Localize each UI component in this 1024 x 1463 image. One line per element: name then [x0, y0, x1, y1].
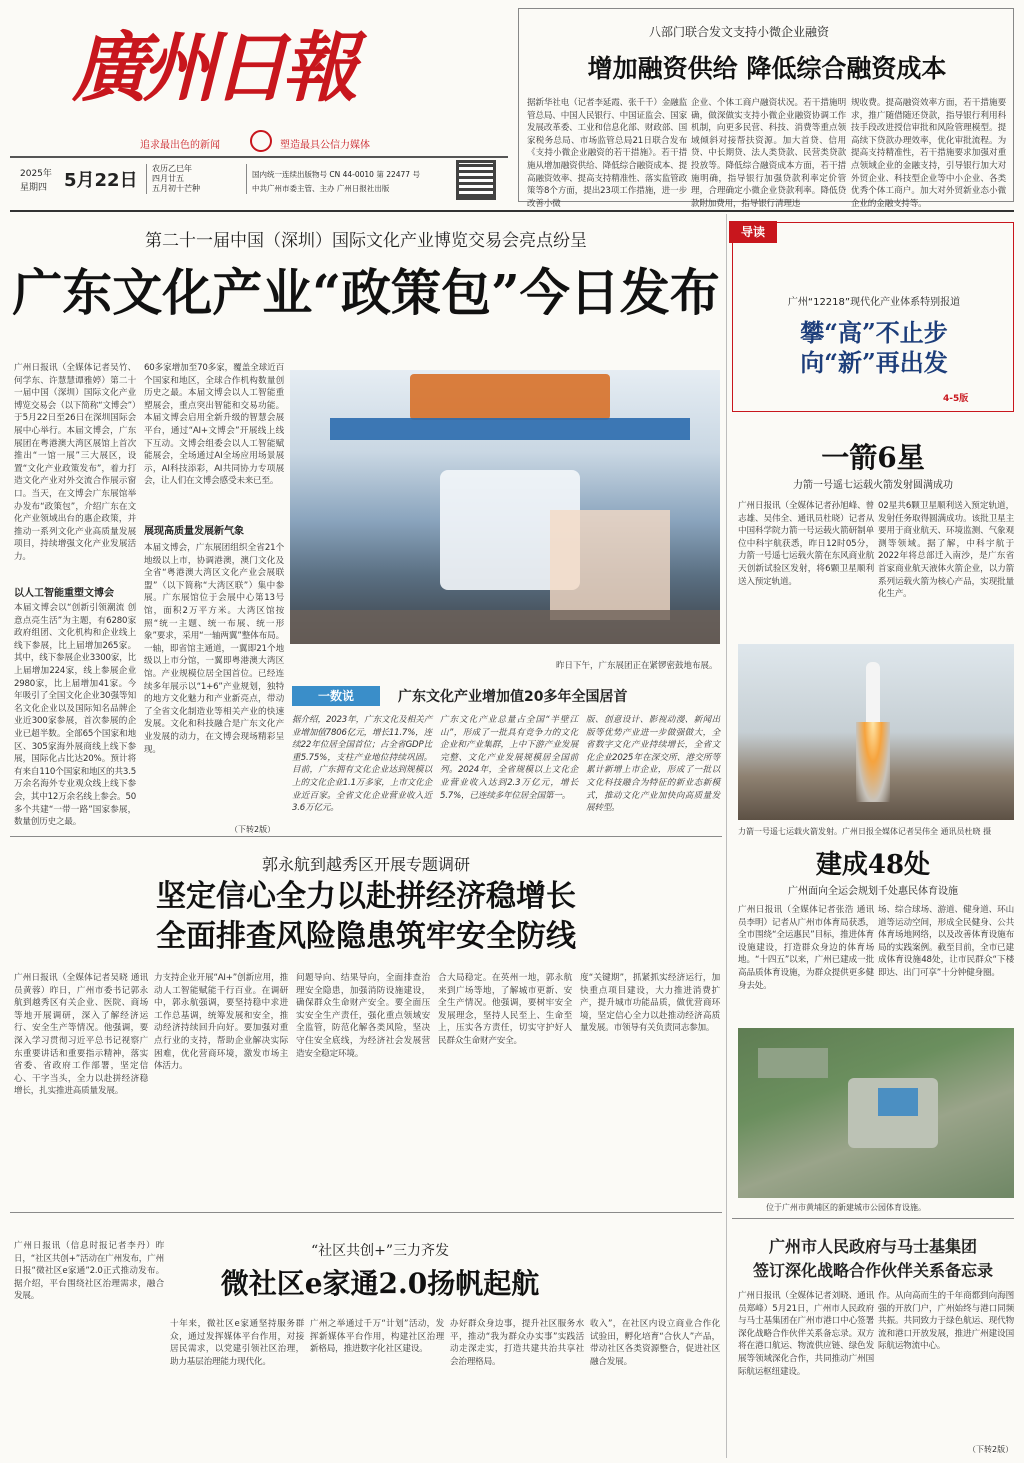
stat-tag: 一数说	[292, 686, 380, 706]
issue-date: 5月22日	[64, 170, 138, 191]
cooperation-col2: 作。从向高而生的千年商都到向海图强的开放门户，广州始终与港口同频共振。共同致力于绿色航运、现代物流和港口开放发展，推进广州建设国际航运物流中心。	[878, 1291, 1014, 1352]
venue-title: 建成48处	[815, 850, 931, 880]
top-story-kicker: 八部门联合发文支持小微企业融资	[649, 25, 830, 39]
community-col2: 十年来，微社区e家通坚持服务群众，通过发挥媒体平台作用，对接居民需求，以党建引领社区治理，助力基层治理能力现代化。	[170, 1319, 304, 1367]
top-story-col1: 据新华社电（记者李延霞、张千千）金融监管总局、中国人民银行、中国证监会、国家发展改革委、工业和信息化部、财政部、国家税务总局、市场监管总局21日联合发布《支持小微企业融资的若干措施》。若干措施从增加融资供给、降低综合融资成本、提高融资效率、提高支持精准性、落实监管政策等8个方面，提出23项工作措施，进一步改善小微	[527, 98, 687, 209]
top-story-col2: 企业、个体工商户融资状况。若干措施明确，做深做实支持小微企业融资协调工作机制，向更多民营、科技、消费等重点领域倾斜对接帮扶资源。加大首贷、信用贷、中长期贷、法人类贷款、民营类贷款投放等。降低综合融资成本方面，若干措施明确，指导银行加强贷款利率定价管理，合理确定小微企业贷款利率。降低贷款附加费用，指导银行清理违	[691, 98, 846, 209]
top-story-title: 增加融资供给 降低综合融资成本	[587, 54, 947, 83]
guide-page[interactable]: 4-5版	[943, 394, 969, 404]
lead-kicker: 第二十一届中国（深圳）国际文化产业博览交易会亮点纷呈	[145, 231, 587, 251]
guide-box	[732, 222, 1014, 412]
stat-title: 广东文化产业增加值20多年全国居首	[398, 689, 628, 705]
venue-sub: 广州面向全运会规划千处惠民体育设施	[788, 886, 958, 897]
community-col5: 收入”，在社区内设立商业合作化试验田，孵化培育“合伙人”产品，带动社区各类资源整合，促进社区融合发展。	[590, 1319, 720, 1367]
rocket-photo	[738, 644, 1014, 820]
rocket-sub: 力箭一号遥七运载火箭发射圆满成功	[793, 480, 953, 491]
meeting-col5: 度“关键期”，抓紧抓实经济运行，加快重点项目建设，大力推进消费扩产，提升城市功能品质，做优营商环境，坚定信心全力以赴推动经济高质量发展。市领导有关负责同志参加。	[580, 973, 720, 1034]
stat-col3: 版、创意设计、影视动漫、新闻出版等优势产业进一步做强做大，全省数字文化产业持续增长，全省文化企业2025年在深交所、港交所等累计新增上市企业，形成了一批以文化科技融合为特征的新业态新模式，推动文化产业加快向高质量发展转型。	[586, 715, 720, 814]
year: 2025年	[20, 169, 52, 179]
expo-photo	[290, 370, 720, 644]
rocket-caption: 力箭一号遥七运载火箭发射。广州日报全媒体记者吴伟全 通讯员杜晓 摄	[738, 827, 992, 836]
top-story-col3: 规收费。提高融资效率方面，若干措施要求，推广随借随还贷款，指导银行利用科技手段改进授信审批和风险管理模型。提高续下贷款办理效率，优化审批流程。为提高支持精准性，若干措施要求加强对重点领域企业的金融支持，引导银行加大对外贸企业、科技型企业等中小企业、各类优秀个体工商户。加大对外贸新业态小微企业的金融支持等。	[851, 98, 1006, 209]
lunar-date: 农历乙巳年 四月廿五 五月初十芒种	[152, 164, 200, 193]
rocket-col2: 02星共6颗卫星顺利送入预定轨道，发射任务取得圆满成功。该批卫星主要用于商业航天、环境监测、气象观测等领域。据了解，中科宇航于2022年将总部迁入南沙，是广东省首家商业航天液体火箭企业，以力箭系列运载火箭为核心产品，实现批量化生产。	[878, 501, 1014, 600]
masthead-rule	[10, 156, 508, 158]
qr-code-icon[interactable]	[456, 160, 496, 200]
guide-tag: 导读	[729, 221, 777, 243]
cooperation-col2b: （下转2版）	[968, 1445, 1014, 1454]
lead-sub1: 以人工智能重塑文博会	[14, 588, 114, 599]
meeting-kicker: 郭永航到越秀区开展专题调研	[261, 855, 470, 874]
meeting-col1: 广州日报讯（全媒体记者吴晓 通讯员黄蓉）昨日，广州市委书记郭永航到越秀区有关企业、医院、商场等地开展调研，深入了解经济运行、安全生产等情况。他强调，要深入学习贯彻习近平总书记视察广东重要讲话和重要指示精神，落实省委、省政府工作部署，坚定信心、干字当头，全力以赴拼经济稳增长，扎实推进高质量发展。	[14, 973, 148, 1097]
weekday: 星期四	[20, 183, 48, 193]
slogan-logo-icon	[250, 130, 272, 152]
meeting-title2: 全面排查风险隐患筑牢安全防线	[156, 919, 576, 954]
guide-title1: 攀“高”不止步	[800, 318, 948, 347]
community-kicker: “社区共创+”三力齐发	[310, 1243, 450, 1259]
lead-title: 广东文化产业“政策包”今日发布	[12, 263, 720, 322]
meeting-col2: 力支持企业开展“AI+”创新应用，推动人工智能赋能千行百业。在调研中，郭永航强调，要坚持稳中求进工作总基调，统筹发展和安全，推动经济持续回升向好。要加强对重点行业的支持，帮助企业解决实际困难，优化营商环境，激发市场主体活力。	[154, 973, 288, 1072]
community-title: 微社区e家通2.0扬帆起航	[220, 1267, 540, 1300]
guide-kicker: 广州“12218”现代化产业体系特别报道	[787, 297, 961, 308]
venue-photo	[738, 1028, 1014, 1198]
venue-caption: 位于广州市黄埔区的新建城市公园体育设施。	[766, 1203, 926, 1212]
venue-col2: 场、综合球场、游道、健身道、环山道等运动空间，形成全民健身、公共体育场地网络，以及改善体育设施布局的实践案例。截至目前，全市已建成体育设施48处，让市民群众“下楼即达、出门可享”十分钟健身圈。	[878, 905, 1014, 978]
slogan-right: 塑造最具公信力媒体	[280, 140, 370, 151]
cooperation-title2: 签订深化战略合作伙伴关系备忘录	[752, 1261, 993, 1280]
stat-col2: 广东文化产业总量占全国“半壁江山”，形成了一批具有竞争力的文化企业和产业集群，上中下游产业发展完整、文化产业发展规模居全国前列。2024年，全省规模以上文化企业营业收入达到2.3万亿元，增长5.7%，已连续多年位居全国第一。	[440, 715, 578, 801]
rocket-title: 一箭6星	[821, 441, 925, 474]
lead-col2b: 本届文博会，广东展团组织全省21个地级以上市，协调港澳，澳门文化及全省“粤港澳大湾区文化产业会展联盟”（以下简称“大湾区联”）集中参展。广东展馆位于会展中心第13号馆，面积2万平方米。大湾区馆按照“统一主题、统一布展、统一形象”要求，采用“一轴两翼”整体布局。一轴，即省馆主通道，一翼即21个地级以上市分馆，一翼即粤港澳大湾区馆。产业规模位居全国首位。已经连续多年展示以“1+6”产业规划，独特的地方文化魅力和产业新亮点，带动了全省文化制造业等相关产业的快速发展。文化和科技融合是广东文化产业发展的动力，在文博会现场精彩呈现。	[144, 543, 284, 755]
stat-col1: 据介绍，2023年，广东文化及相关产业增加值7806亿元，增长11.7%，连续22年位居全国首位；占全省GDP比重5.75%，支柱产业地位持续巩固。目前，广东拥有文化企业达到规模以上的文化企业1.1万多家，上市文化企业近百家。全省文化企业营业收入近3.6万亿元。	[292, 715, 432, 814]
lead-sub2: 展现高质量发展新气象	[144, 526, 244, 537]
expo-photo-caption: 昨日下午，广东展团正在紧锣密鼓地布展。	[556, 661, 718, 671]
meeting-col4: 合大局稳定。在英州一地，郭永航来到广场等地，了解城市更新、安全生产情况。他强调，要树牢安全发展理念，坚持人民至上、生命至上，压实各方责任，切实守护好人民群众生命财产安全。	[438, 973, 572, 1046]
community-col3: 广州之举通过千万“计划”活动，发挥新媒体平台作用，构建社区治理新格局，推进数字化社区建设。	[310, 1319, 444, 1355]
venue-col1: 广州日报讯（全媒体记者张浩 通讯员李明）记者从广州市体育局获悉，全市围绕“全运惠民”目标，推进体育设施建设，打造群众身边的体育场地。“十四五”以来，广州已建成一批高品质体育设施，为群众提供更多健身去处。	[738, 905, 874, 991]
newspaper-logo: 廣州日報	[72, 23, 352, 112]
top-story-box	[518, 8, 1014, 209]
lead-col1b: 本届文博会以“创新引领潮流 创意点亮生活”为主题，有6280家政府组团、文化机构和企业线上线下参展，比上届增加265家。其中，线下参展企业3300家，比上届增加224家，线上参展企业2980家，比上届增加41家。今年吸引了全国文化企业30强等知名文化企业以及国际知名品牌企业近300家参展，首次参展的企业已超半数。全部65个国家和地区、305家海外展商线上线下参展，国际化占比达20%。预计将有来自110个国家和地区的共3.5万余名海外专业观众线上线下参会，其中12万余名线上参会。50多个共建“一带一路”国家参展，数量创历史之最。	[14, 603, 136, 828]
community-col4: 办好群众身边事，提升社区服务水平，推动“我为群众办实事”实践活动走深走实，打造共建共治共享社会治理格局。	[450, 1319, 584, 1367]
guide-title2: 向“新”再出发	[800, 348, 948, 377]
lead-col2c: （下转2版）	[230, 825, 276, 834]
rocket-col1: 广州日报讯（全媒体记者孙旭峰、曾志雄、吴伟全、通讯员杜晓）记者从中国科学院力箭一号运载火箭研制单位中科宇航获悉，昨日12时05分，力箭一号遥七运载火箭在东风商业航天创新试验区发射，将6颗卫星顺利送入预定轨道。	[738, 501, 874, 587]
lead-col1: 广州日报讯（全媒体记者吴竹、何学东、许慧慧谭雅婷）第二十一届中国（深圳）国际文化产业博览交易会（以下简称“文博会”）于5月22日至26日在深圳国际会展中心举行。本届文博会，广东展团在粤港澳大湾区展馆上首次推出“一馆一展”三大展区，设置“文化产业政策发布”，着力打造文化产业对外交流合作展示窗口。当天，在文博会广东展馆举办发布“政策包”，介绍广东在文化产业领域出台的惠企政策，并推动一系列文化产业高质量发展项目，持续增强文化产业发展活力。	[14, 363, 136, 562]
community-col1: 广州日报讯（信息时报记者李丹）昨日，“社区共创+”活动在广州发布，广州日报“微社区e家通”2.0正式推动发布。据介绍，平台围绕社区治理需求，融合发展。	[14, 1241, 164, 1302]
cooperation-title1: 广州市人民政府与马士基集团	[768, 1237, 977, 1256]
lead-col2: 60多家增加至70多家，覆盖全球近百个国家和地区，全球合作机构数量创历史之最。本届文博会以人工智能重塑展会，重点突出智能和交易功能。本届文博会启用全新升级的智慧会展平台，通过“AI+文博会”开展线上线下互动。文博会组委会以人工智能赋能展会，全场通过AI全场应用场景展示，AI科技添彩，AI共同协力专项展会，让人们在文博会感受未来已至。	[144, 363, 284, 487]
cooperation-col1: 广州日报讯（全媒体记者刘晓、通讯员郑峰）5月21日，广州市人民政府与马士基集团在广州市港口中心签署深化战略合作伙伴关系备忘录。双方将在港口航运、物流供应链、绿色发展等领域深化合作，共同推动广州国际航运枢纽建设。	[738, 1291, 874, 1377]
meeting-col3: 问题导向、结果导向，全面排查治理安全隐患，加强消防设施建设，确保群众生命财产安全。要全面压实安全生产责任，强化重点领域安全监管，防范化解各类风险，坚决守住安全底线，为经济社会发展营造安全稳定环境。	[296, 973, 430, 1059]
masthead	[10, 4, 508, 200]
publication-info: 国内统一连续出版物号 CN 44-0010 第 22477 号 中共广州市委主管、主办 广州日报社出版	[252, 170, 420, 193]
meeting-title1: 坚定信心全力以赴拼经济稳增长	[156, 879, 576, 914]
slogan-left: 追求最出色的新闻	[140, 140, 220, 151]
